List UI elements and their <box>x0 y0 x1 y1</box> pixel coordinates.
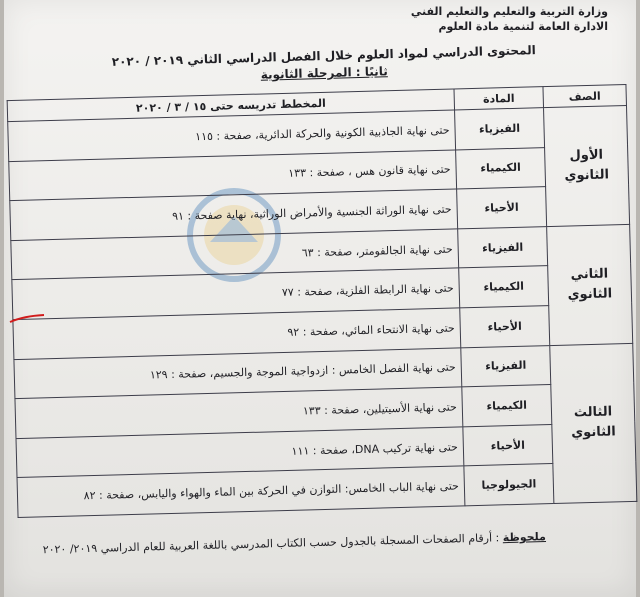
title-stage: ثانيًا : المرحلة الثانوية <box>260 64 388 82</box>
grade-cell: الثالث الثانوي <box>550 343 637 504</box>
grade-cell: الثاني الثانوي <box>547 224 633 345</box>
plan-cell: حتى نهاية الجالفومتر، صفحة : ٦٣ <box>11 229 459 280</box>
subject-cell: الفيزياء <box>455 108 545 150</box>
plan-cell: حتى نهاية الانتحاء المائي، صفحة : ٩٢ <box>13 308 461 359</box>
subject-cell: الفيزياء <box>458 226 548 268</box>
title-main: المحتوى الدراسي لمواد العلوم خلال الفصل الدراسي الثاني ٢٠١٩ / ٢٠٢٠ <box>111 43 536 69</box>
plan-cell: حتى نهاية الرابطة الفلزية، صفحة : ٧٧ <box>12 268 460 319</box>
ministry-line-2: الادارة العامة لتنمية مادة العلوم <box>438 20 608 33</box>
subject-cell: الأحياء <box>463 424 553 466</box>
ministry-header <box>411 4 608 34</box>
footnote <box>16 527 546 561</box>
footnote-label: ملحوظة <box>502 530 547 545</box>
plan-cell: حتى نهاية الجاذبية الكونية والحركة الدائرية، صفحة : ١١٥ <box>8 110 456 161</box>
subject-cell: الكيمياء <box>456 147 546 189</box>
plan-cell: حتى نهاية الوراثة الجنسية والأمراض الوراثية، نهاية صفحة : ٩١ <box>10 189 458 240</box>
header-grade: الصف <box>543 84 627 107</box>
plan-cell: حتى نهاية الفصل الخامس : ازدواجية الموجة والجسيم، صفحة : ١٢٩ <box>14 347 462 398</box>
subject-cell: الأحياء <box>460 306 550 348</box>
plan-cell: حتى نهاية الباب الخامس: التوازن في الحركة بين الماء والهواء واليابس، صفحة : ٨٢ <box>17 466 465 517</box>
curriculum-table <box>7 84 638 518</box>
document-page <box>4 0 636 597</box>
footnote-text: : أرقام الصفحات المسجلة بالجدول حسب الكتاب المدرسي باللغة العربية للعام الدراسي ٢٠١٩/ ٢٠٢٠ <box>42 531 500 557</box>
red-pen-mark-icon <box>8 312 48 326</box>
subject-cell: الكيمياء <box>462 385 552 427</box>
subject-cell: الكيمياء <box>459 266 549 308</box>
subject-cell: الجيولوجيا <box>464 464 554 506</box>
grade-cell: الأول الثانوي <box>544 105 630 226</box>
header-plan: المخطط تدريسه حتى ١٥ / ٣ / ٢٠٢٠ <box>7 89 454 122</box>
subject-cell: الأحياء <box>457 187 547 229</box>
header-subject: المادة <box>454 87 544 110</box>
subject-cell: الفيزياء <box>461 345 551 387</box>
document-title <box>54 40 595 89</box>
plan-cell: حتى نهاية تركيب DNA، صفحة : ١١١ <box>16 427 464 478</box>
plan-cell: حتى نهاية الأسيتيلين، صفحة : ١٣٣ <box>15 387 463 438</box>
ministry-line-1: وزارة التربية والتعليم والتعليم الفني <box>410 5 608 18</box>
plan-cell: حتى نهاية قانون هس ، صفحة : ١٣٣ <box>9 150 457 201</box>
